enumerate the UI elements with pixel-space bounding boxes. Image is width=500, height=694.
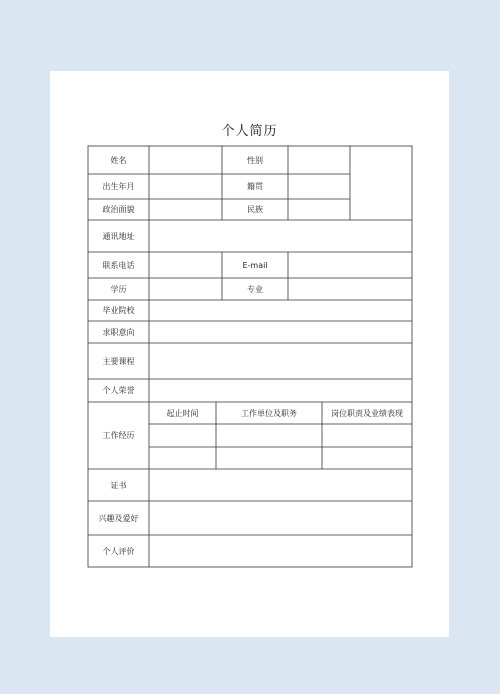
work-time-field-1[interactable]	[149, 424, 216, 447]
label-name: 姓名	[110, 155, 127, 165]
label-hobbies: 兴趣及爱好	[98, 513, 139, 523]
label-phone: 联系电话	[102, 260, 135, 270]
work-company-field-2[interactable]	[216, 447, 322, 469]
label-major: 专业	[247, 284, 263, 294]
page-title: 个人简历	[221, 124, 278, 139]
birth-field[interactable]	[149, 174, 222, 199]
ethnicity-field[interactable]	[288, 199, 350, 220]
label-job-intention: 求职意向	[102, 327, 135, 337]
resume-page	[50, 71, 449, 637]
school-field[interactable]	[149, 300, 412, 321]
label-gender: 性别	[247, 155, 263, 165]
label-work-experience: 工作经历	[102, 431, 135, 440]
honors-field[interactable]	[149, 379, 412, 402]
email-field[interactable]	[288, 252, 412, 278]
work-time-field-2[interactable]	[149, 447, 216, 469]
self-evaluation-field[interactable]	[149, 535, 412, 567]
label-birth: 出生年月	[102, 182, 135, 191]
label-political-status: 政治面貌	[102, 205, 135, 214]
label-email: E-mail	[242, 260, 268, 270]
label-self-evaluation: 个人评价	[102, 546, 135, 556]
work-company-field-1[interactable]	[216, 424, 322, 447]
label-courses: 主要课程	[102, 356, 135, 366]
education-field[interactable]	[149, 278, 222, 300]
label-address: 通讯地址	[102, 231, 135, 241]
certificates-field[interactable]	[149, 469, 412, 501]
work-header-company: 工作单位及职务	[241, 408, 297, 418]
job-intention-field[interactable]	[149, 321, 412, 343]
label-honors: 个人荣誉	[102, 386, 135, 395]
label-native-place: 籍贯	[247, 182, 263, 191]
political-status-field[interactable]	[149, 199, 222, 220]
name-field[interactable]	[149, 146, 222, 174]
major-field[interactable]	[288, 278, 412, 300]
courses-field[interactable]	[149, 343, 412, 379]
work-duties-field-1[interactable]	[322, 424, 412, 447]
phone-field[interactable]	[149, 252, 222, 278]
label-education: 学历	[110, 284, 127, 294]
address-field[interactable]	[149, 220, 412, 252]
native-place-field[interactable]	[288, 174, 350, 199]
label-ethnicity: 民族	[247, 205, 263, 214]
gender-field[interactable]	[288, 146, 350, 174]
hobbies-field[interactable]	[149, 501, 412, 535]
label-school: 毕业院校	[102, 306, 135, 315]
work-header-time: 起止时间	[166, 408, 199, 418]
work-header-duties: 岗位职责及业绩表现	[331, 408, 403, 418]
work-duties-field-2[interactable]	[322, 447, 412, 469]
photo-area[interactable]	[350, 146, 412, 220]
label-certificates: 证书	[110, 480, 127, 490]
